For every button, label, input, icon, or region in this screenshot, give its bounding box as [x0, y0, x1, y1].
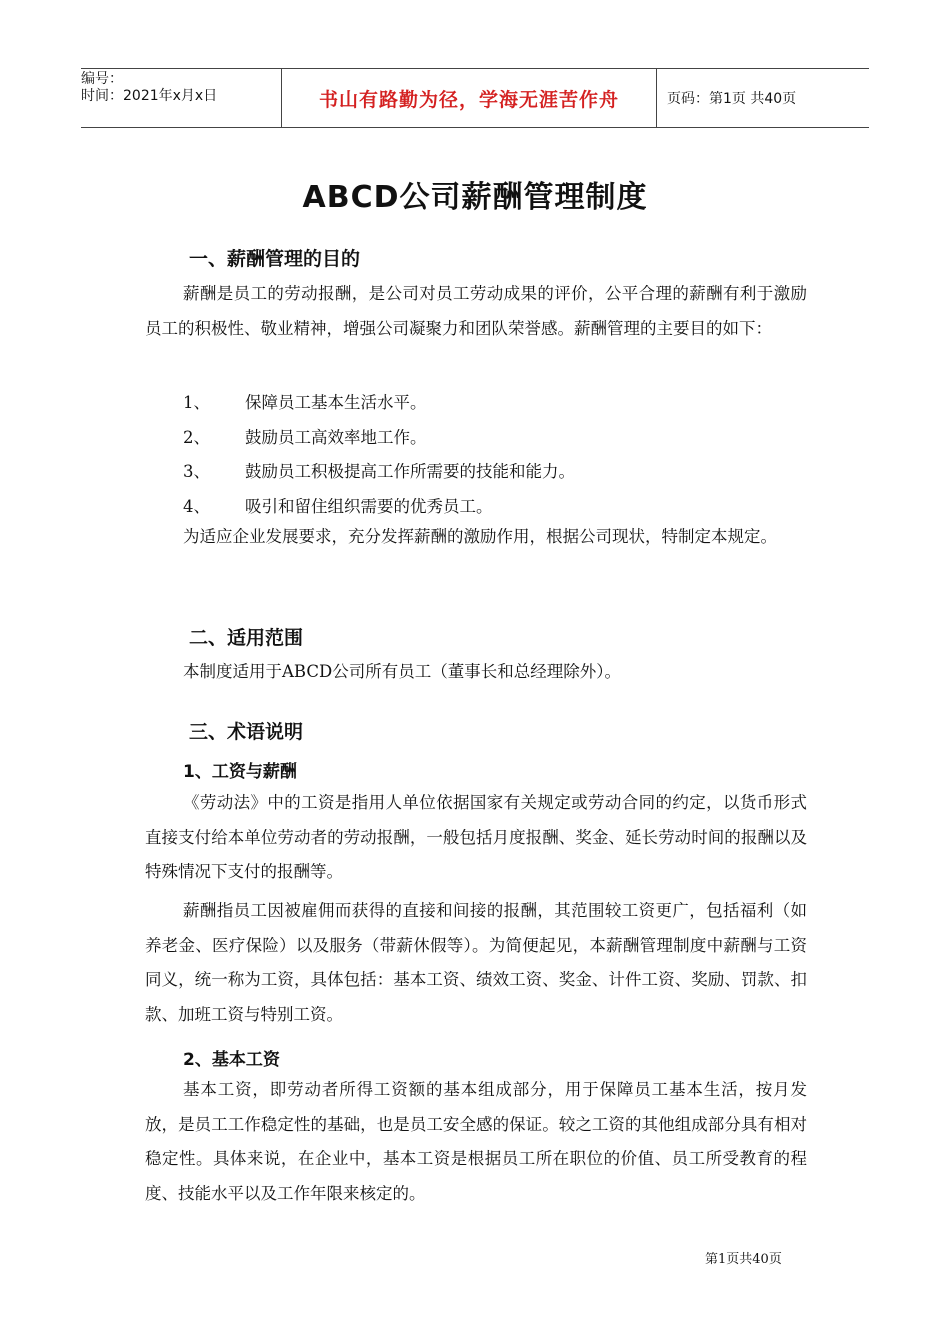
list-item-number: 3、	[183, 462, 210, 481]
paragraph: 薪酬是员工的劳动报酬，是公司对员工劳动成果的评价，公平合理的薪酬有利于激励员工的积极性、敬业精神，增强公司凝聚力和团队荣誉感。薪酬管理的主要目的如下：	[145, 284, 807, 338]
list-item-number: 1、	[183, 393, 210, 412]
list-item	[183, 458, 575, 482]
list-item	[183, 389, 427, 413]
page-header	[81, 68, 869, 128]
list-item-text: 鼓励员工积极提高工作所需要的技能和能力。	[245, 462, 575, 481]
list-item-text: 吸引和留住组织需要的优秀员工。	[245, 497, 493, 516]
list-item-number: 2、	[183, 428, 210, 447]
header-page-info: 页码：第1页 共40页	[667, 91, 797, 107]
list-item-text: 鼓励员工高效率地工作。	[245, 428, 427, 447]
document-title: ABCD公司薪酬管理制度	[302, 180, 648, 215]
list-item-text: 保障员工基本生活水平。	[245, 393, 427, 412]
paragraph: 《劳动法》中的工资是指用人单位依据国家有关规定或劳动合同的约定，以货币形式直接支付给本单位劳动者的劳动报酬，一般包括月度报酬、奖金、延长劳动时间的报酬以及特殊情况下支付的报酬等。	[145, 793, 807, 881]
paragraph: 薪酬指员工因被雇佣而获得的直接和间接的报酬，其范围较工资更广，包括福利（如养老金、医疗保险）以及服务（带薪休假等）。为简便起见，本薪酬管理制度中薪酬与工资同义，统一称为工资，具体包括：基本工资、绩效工资、奖金、计件工资、奖励、罚款、扣款、加班工资与特别工资。	[145, 901, 807, 1024]
document-number-label: 编号：	[81, 71, 123, 87]
list-item	[183, 493, 493, 517]
document-time: 时间：2021年x月x日	[81, 88, 218, 104]
list-item	[183, 424, 427, 448]
section-heading: 一、薪酬管理的目的	[189, 248, 361, 270]
list-item-number: 4、	[183, 497, 210, 516]
header-motto: 书山有路勤为径，学海无涯苦作舟	[281, 69, 657, 127]
section-heading: 三、术语说明	[189, 721, 304, 743]
subsection-heading: 2、基本工资	[183, 1050, 280, 1070]
subsection-heading: 1、工资与薪酬	[183, 762, 297, 782]
header-meta	[81, 69, 281, 127]
paragraph: 本制度适用于ABCD公司所有员工（董事长和总经理除外）。	[183, 662, 621, 681]
page-footer: 第1页共40页	[705, 1252, 782, 1267]
paragraph: 基本工资，即劳动者所得工资额的基本组成部分，用于保障员工基本生活，按月发放，是员工工作稳定性的基础，也是员工安全感的保证。较之工资的其他组成部分具有相对稳定性。具体来说，在企业中，基本工资是根据员工所在职位的价值、员工所受教育的程度、技能水平以及工作年限来核定的。	[145, 1080, 807, 1203]
section-heading: 二、适用范围	[189, 627, 304, 649]
paragraph: 为适应企业发展要求，充分发挥薪酬的激励作用，根据公司现状，特制定本规定。	[183, 527, 777, 546]
